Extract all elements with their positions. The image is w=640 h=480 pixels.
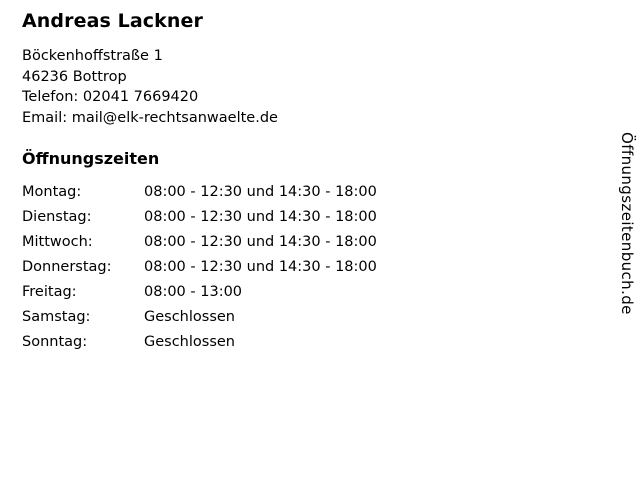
day-hours: Geschlossen xyxy=(144,309,235,325)
day-hours: 08:00 - 12:30 und 14:30 - 18:00 xyxy=(144,184,377,200)
opening-hours-heading: Öffnungszeiten xyxy=(22,149,160,168)
table-row xyxy=(22,184,377,209)
street-line: Böckenhoffstraße 1 xyxy=(22,48,163,64)
day-label: Sonntag: xyxy=(22,334,88,350)
day-label: Freitag: xyxy=(22,284,77,300)
table-row xyxy=(22,259,377,284)
opening-hours-table xyxy=(22,184,377,359)
table-row xyxy=(22,234,377,259)
phone-line: Telefon: 02041 7669420 xyxy=(22,89,199,105)
day-label: Donnerstag: xyxy=(22,259,112,275)
day-hours: 08:00 - 12:30 und 14:30 - 18:00 xyxy=(144,209,377,225)
day-hours: Geschlossen xyxy=(144,334,235,350)
table-row xyxy=(22,334,377,359)
table-row xyxy=(22,309,377,334)
business-info-page xyxy=(22,10,582,359)
day-hours: 08:00 - 12:30 und 14:30 - 18:00 xyxy=(144,259,377,275)
day-label: Dienstag: xyxy=(22,209,92,225)
day-label: Montag: xyxy=(22,184,82,200)
city-line: 46236 Bottrop xyxy=(22,68,127,85)
table-row xyxy=(22,284,377,309)
day-label: Samstag: xyxy=(22,309,91,325)
day-hours: 08:00 - 13:00 xyxy=(144,284,243,300)
address-block xyxy=(22,46,582,128)
table-row xyxy=(22,209,377,234)
email-line: Email: mail@elk-rechtsanwaelte.de xyxy=(22,109,278,126)
day-label: Mittwoch: xyxy=(22,234,93,250)
day-hours: 08:00 - 12:30 und 14:30 - 18:00 xyxy=(144,234,377,250)
page-title: Andreas Lackner xyxy=(22,10,203,32)
watermark-text: Öffnungszeitenbuch.de xyxy=(618,132,636,315)
